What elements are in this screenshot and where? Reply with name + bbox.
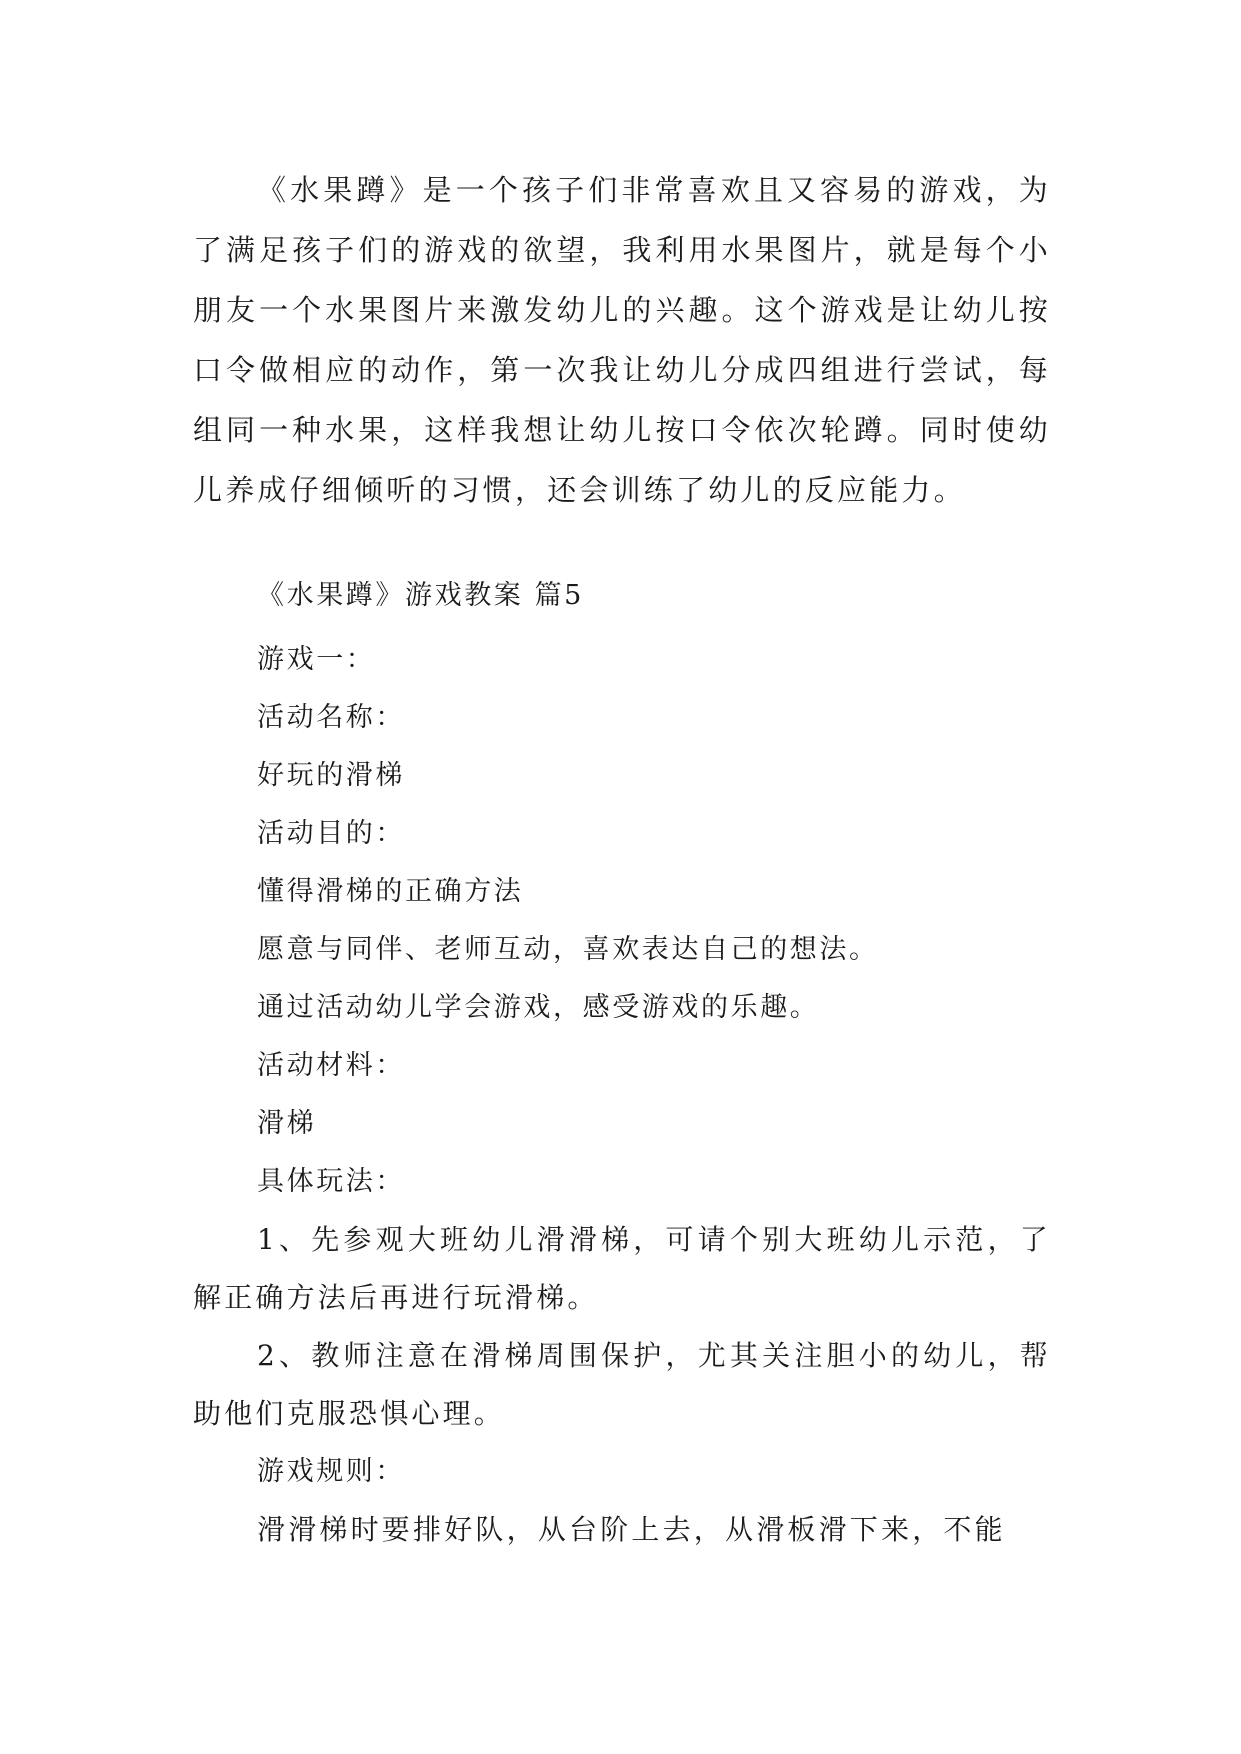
goal-item: 懂得滑梯的正确方法 xyxy=(257,876,524,907)
step-item: 1、先参观大班幼儿滑滑梯，可请个别大班幼儿示范，了解正确方法后再进行玩滑梯。 xyxy=(193,1223,1051,1314)
activity-name: 好玩的滑梯 xyxy=(257,760,405,791)
activity-name-label: 活动名称： xyxy=(257,702,405,733)
materials: 滑梯 xyxy=(257,1108,317,1139)
goal-item: 通过活动幼儿学会游戏，感受游戏的乐趣。 xyxy=(257,992,820,1023)
intro-paragraph: 《水果蹲》是一个孩子们非常喜欢且又容易的游戏，为了满足孩子们的游戏的欲望，我利用水果图片，就是每个小朋友一个水果图片来激发幼儿的兴趣。这个游戏是让幼儿按口令做相应的动作，第一次我让幼儿分成四组进行尝试，每组同一种水果，这样我想让幼儿按口令依次轮蹲。同时使幼儿养成仔细倾听的习惯，还会训练了幼儿的反应能力。 xyxy=(193,173,1051,507)
section-title: 《水果蹲》游戏教案 篇5 xyxy=(257,580,584,611)
goal-item: 愿意与同伴、老师互动，喜欢表达自己的想法。 xyxy=(257,934,879,965)
method-label: 具体玩法： xyxy=(257,1166,405,1197)
rules-label: 游戏规则： xyxy=(257,1456,405,1487)
game-label: 游戏一： xyxy=(257,644,376,675)
step-item: 2、教师注意在滑梯周围保护，尤其关注胆小的幼儿，帮助他们克服恐惧心理。 xyxy=(193,1339,1051,1430)
rules-text: 滑滑梯时要排好队，从台阶上去，从滑板滑下来，不能 xyxy=(257,1513,1006,1546)
materials-label: 活动材料： xyxy=(257,1050,405,1081)
goals-label: 活动目的： xyxy=(257,818,405,849)
lesson-plan-section xyxy=(193,567,1051,1559)
